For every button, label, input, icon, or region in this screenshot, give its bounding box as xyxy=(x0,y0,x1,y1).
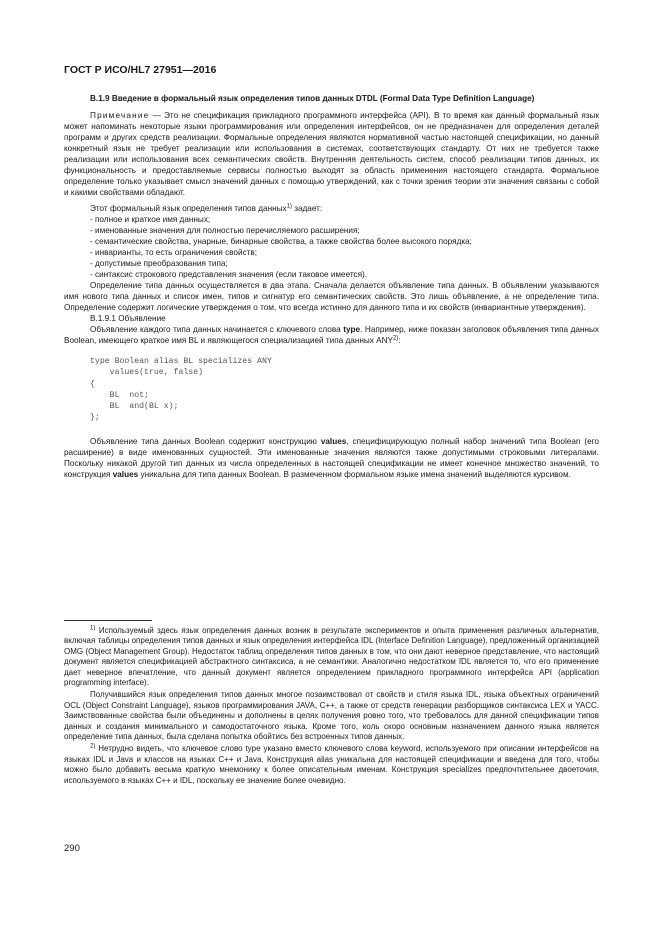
note-label: Примечание xyxy=(90,111,150,120)
values-text-cont: , специфицирующую полный набор значений типа Boolean (его расширение) в виде именованных сущностей. Эти именованные значения являются также допустимыми строковыми литералами. Поскольку никакой другой тип данных из числа определенных в настоящей спецификации не имеет конечное множество значений, то конструкция xyxy=(64,436,599,479)
footnote-ref-2: 2) xyxy=(392,335,399,342)
note-paragraph xyxy=(64,110,599,198)
intro-paragraph xyxy=(64,203,599,214)
intro-tail: задает: xyxy=(291,204,323,213)
footnote-1 xyxy=(64,626,599,688)
footnote-marker-2: 2) xyxy=(90,743,96,750)
values-text-end: уникальна для типа данных Boolean. В размеченном формальном языке имена значений выделяются курсивом. xyxy=(138,469,571,479)
footnote-divider xyxy=(64,620,152,621)
footnote-2 xyxy=(64,744,599,786)
keyword-type: type xyxy=(343,325,361,334)
keyword-values: values xyxy=(320,436,347,446)
footnote-ref-1: 1) xyxy=(286,203,292,210)
footnote-1-text: Используемый здесь язык определения данных возник в результате экспериментов и опыта применения различных альтернатив, включая таблицы определения типов данных и язык определения интерфейса IDL (Interface Definition Language), предложенный организацией OMG (Object Management Group). Недостаток таблиц определения типов данных в том, что они дают неверное представление, что настоящий документ является спецификацией абстрактного синтаксиса, а не семантики. Аналогично недостатком IDL является то, что его применение дает неверное впечатление, что данный документ является определением прикладного программного интерфейса API (application programming interface). xyxy=(64,626,599,688)
code-line: values(true, false) xyxy=(90,368,204,378)
main-content xyxy=(64,93,599,480)
keyword-values-2: values xyxy=(112,469,139,479)
code-line: type Boolean alias BL specializes ANY xyxy=(90,357,272,366)
list-item: - именованные значения для полностью перечисляемого расширения; xyxy=(90,226,360,235)
definition-paragraph: Определение типа данных осуществляется в два этапа. Сначала делается объявление типа данных. В объявлении указываются имя нового типа данных и список имен, типов и сигнатур его семантических свойств. Это лишь объявление, а не определение типа. Определение содержит логические утверждения о том, что всегда истинно для данного типа и их свойств (инвариантные утверждения). xyxy=(64,281,599,312)
list-item: - полное и краткое имя данных; xyxy=(90,215,211,224)
declaration-colon: : xyxy=(398,336,401,345)
code-line: BL and(BL x); xyxy=(90,402,179,412)
page-number: 290 xyxy=(64,843,80,854)
declaration-text: Объявление каждого типа данных начинается с ключевого слова xyxy=(90,325,344,334)
code-block xyxy=(90,356,599,424)
footnotes xyxy=(64,626,599,788)
code-line: { xyxy=(90,379,95,389)
values-text: Объявление типа данных Boolean содержит конструкцию xyxy=(90,436,321,446)
properties-list xyxy=(64,214,599,280)
section-heading: B.1.9 Введение в формальный язык определения типов данных DTDL (Formal Data Type Definition Language) xyxy=(90,94,535,103)
subsection-heading: B.1.9.1 Объявление xyxy=(90,314,166,323)
declaration-paragraph xyxy=(64,324,599,346)
note-text: — Это не спецификация прикладного программного интерфейса (API). В то время как данный формальный язык может напоминать некоторые языки программирования или определения интерфейсов, он не предназначен для определения деталей программ и других средств реализации. Формальные определения являются нормативной частью настоящей спецификации, но данный конкретный язык не требует реализации или использования в системах, соответствующих стандарту. От них не требуется также реализации или использования всех семантических свойств. Внутренняя деятельность систем, способ реализации типов данных, их функциональность и предоставляемые сервисы полностью выходят за область применения настоящего стандарта. Формальное определение только указывает смысл значений данных с помощью утверждений, как с точки зрения теории эти значения связаны с собой и какими свойствами обладают. xyxy=(64,111,599,197)
values-paragraph xyxy=(64,436,599,480)
list-item: - инварианты, то есть ограничения свойств; xyxy=(90,248,258,257)
running-header: ГОСТ Р ИСО/HL7 27951—2016 xyxy=(64,64,217,76)
list-item: - допустимые преобразования типа; xyxy=(90,259,228,268)
code-line: BL not; xyxy=(90,390,149,400)
footnote-marker-1: 1) xyxy=(90,625,96,632)
declaration-text-cont: . Например, ниже показан заголовок объявления типа данных Boolean, имеющего краткое имя BL и являющегося специализацией типа данных ANY xyxy=(64,325,599,345)
intro-text: Этот формальный язык определения типов данных xyxy=(90,204,287,213)
footnote-1-continuation: Получившийся язык определения типов данных многое позаимствовал от свойств и стиля языка IDL, языка объектных ограничений OCL (Object Constraint Language), языков программирования JAVA, C++, а также от средств генерации разборщиков синтаксиса LEX и YACC. Заимствованные свойства были объединены и дополнены в целях получения ровно того, что требовалось для данной спецификации типов данных и создания минимального и самодостаточного языка. Кроме того, коль скоро основным назначением данного языка является определение типа данных, была сделана попытка обойтись без встроенных типов данных. xyxy=(64,690,599,742)
footnote-2-text: Нетрудно видеть, что ключевое слово type указано вместо ключевого слова keyword, используемого при описании интерфейсов на языках IDL и Java и классов на языках C++ и Java. Конструкция alias уникальна для настоящей спецификации и введена для того, чтобы можно было добавить весьма краткую мнемонику к более описательным именам. Конструкция specializes предпочтительнее двоеточия, используемого в языках C++ и IDL, поскольку ее значение более очевидно. xyxy=(64,744,599,785)
list-item: - семантические свойства, унарные, бинарные свойства, а также свойства более высокого порядка; xyxy=(90,237,472,246)
code-line: }; xyxy=(90,413,100,423)
list-item: - синтаксис строкового представления значения (если таковое имеется). xyxy=(90,270,368,279)
